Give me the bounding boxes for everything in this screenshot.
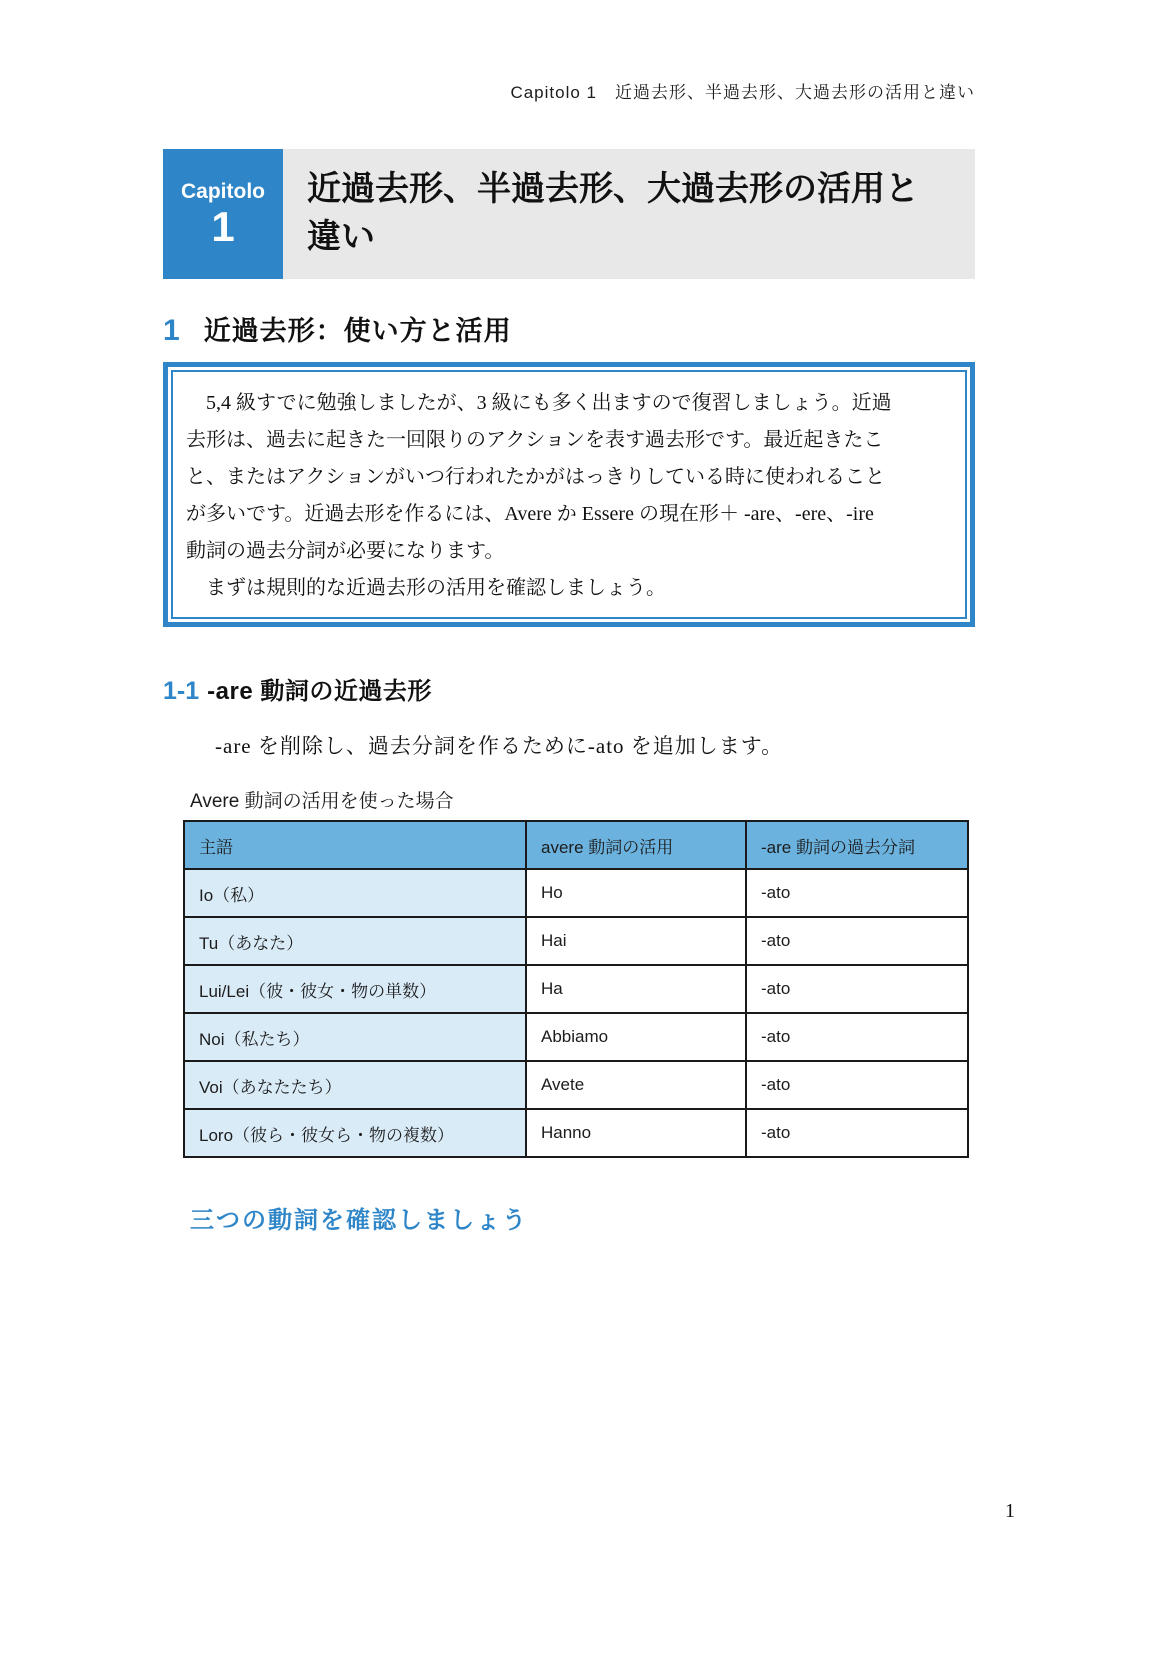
cell-subject: Voi（あなたたち） (184, 1061, 526, 1109)
chapter-badge-number: 1 (211, 203, 235, 250)
column-header-participle: -are 動詞の過去分詞 (746, 821, 968, 869)
chapter-badge-label: Capitolo (181, 180, 265, 203)
page-number: 1 (1005, 1500, 1015, 1522)
cell-participle: -ato (746, 1109, 968, 1157)
footer-note: 三つの動詞を確認しましょう (190, 1207, 528, 1234)
chapter-banner (163, 149, 975, 279)
info-box-line: 動詞の過去分詞が必要になります。 (186, 540, 505, 562)
info-box-line: 去形は、過去に起きた一回限りのアクションを表す過去形です。最近起きたこ (186, 429, 884, 451)
cell-avere: Avete (526, 1061, 746, 1109)
chapter-title: 近過去形、半過去形、大過去形の活用と違い (283, 149, 975, 279)
table-row (184, 1013, 968, 1061)
info-box-line: 5,4 級すでに勉強しましたが、3 級にも多く出ますので復習しましょう。近過 (186, 392, 892, 414)
cell-participle: -ato (746, 917, 968, 965)
cell-subject: Tu（あなた） (184, 917, 526, 965)
cell-subject: Loro（彼ら・彼女ら・物の複数） (184, 1109, 526, 1157)
cell-subject: Lui/Lei（彼・彼女・物の単数） (184, 965, 526, 1013)
cell-participle: -ato (746, 965, 968, 1013)
cell-avere: Abbiamo (526, 1013, 746, 1061)
conjugation-table (183, 820, 969, 1158)
table-caption: Avere 動詞の活用を使った場合 (190, 791, 454, 812)
subsection-title: -are 動詞の近過去形 (207, 678, 432, 705)
running-header: Capitolo 1 近過去形、半過去形、大過去形の活用と違い (510, 83, 975, 102)
info-box (163, 362, 975, 627)
info-box-line: が多いです。近過去形を作るには、Avere か Essere の現在形＋ -are、-ere、-ire (186, 503, 874, 525)
cell-participle: -ato (746, 869, 968, 917)
cell-subject: Noi（私たち） (184, 1013, 526, 1061)
subsection-note: -are を削除し、過去分詞を作るために-ato を追加します。 (215, 734, 784, 758)
info-box-inner (171, 370, 967, 619)
section-number: 1 (163, 314, 180, 347)
table-row (184, 869, 968, 917)
cell-participle: -ato (746, 1013, 968, 1061)
cell-subject: Io（私） (184, 869, 526, 917)
cell-participle: -ato (746, 1061, 968, 1109)
table-row (184, 1109, 968, 1157)
subsection-heading (163, 671, 975, 706)
section-heading (163, 309, 975, 348)
table-header-row (184, 821, 968, 869)
section-title: 近過去形：使い方と活用 (203, 316, 512, 346)
chapter-badge (163, 149, 283, 279)
table-row (184, 965, 968, 1013)
cell-avere: Ho (526, 869, 746, 917)
subsection-number: 1-1 (163, 677, 200, 705)
column-header-avere: avere 動詞の活用 (526, 821, 746, 869)
cell-avere: Hai (526, 917, 746, 965)
cell-avere: Hanno (526, 1109, 746, 1157)
table-row (184, 917, 968, 965)
info-box-line: と、またはアクションがいつ行われたかがはっきりしている時に使われること (186, 466, 885, 488)
table-row (184, 1061, 968, 1109)
cell-avere: Ha (526, 965, 746, 1013)
info-box-line: まずは規則的な近過去形の活用を確認しましょう。 (186, 577, 666, 599)
column-header-subject: 主語 (184, 821, 526, 869)
